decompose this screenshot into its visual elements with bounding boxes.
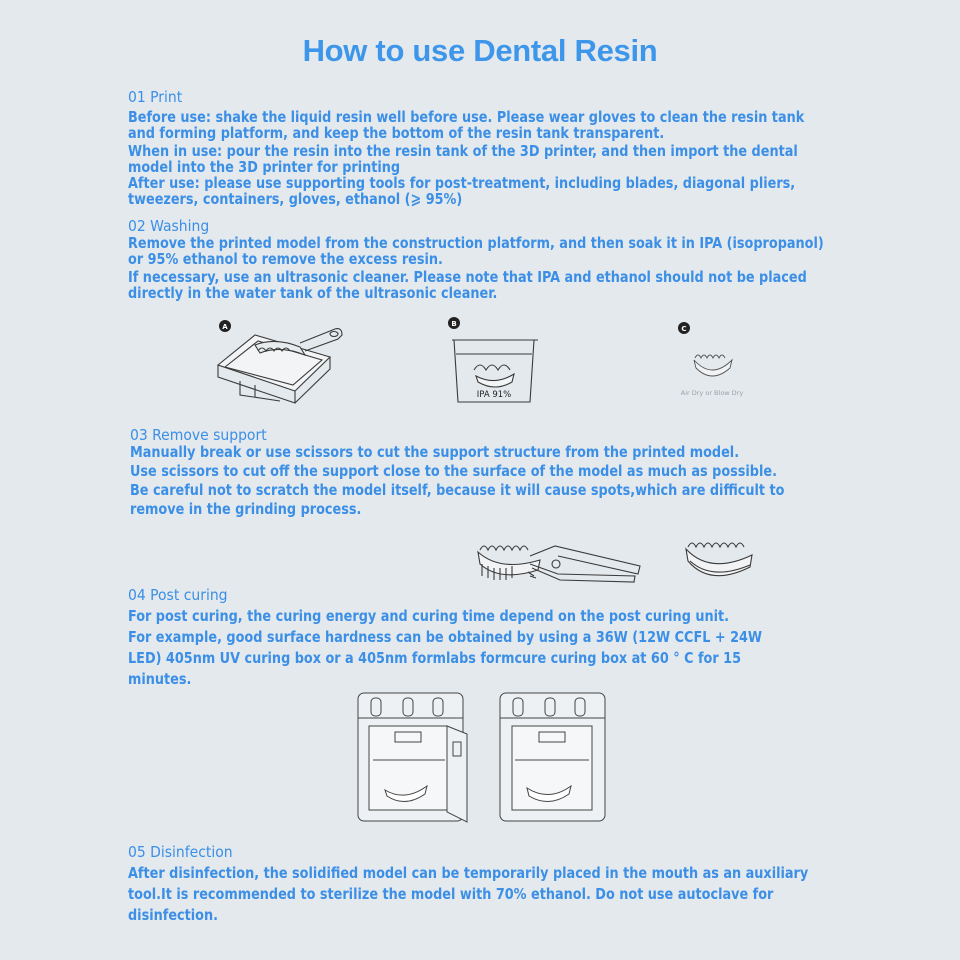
text-line: LED) 405nm UV curing box or a 405nm formlabs formcure curing box at 60 ° C for 15 — [128, 649, 742, 667]
text-line: Manually break or use scissors to cut the support structure from the printed model. — [130, 443, 740, 461]
text-line: and forming platform, and keep the bottom of the resin tank transparent. — [128, 124, 665, 142]
text-line: model into the 3D printer for printing — [128, 158, 401, 176]
text-line: directly in the water tank of the ultrasonic cleaner. — [128, 284, 498, 302]
figure-b-caption: IPA 91% — [476, 390, 512, 400]
dental-model-illustration — [670, 318, 760, 403]
text-line: After disinfection, the solidified model can be temporarily placed in the mouth as an auxiliary — [128, 864, 809, 882]
section-body-print — [128, 109, 804, 207]
section-heading-remove-support: 03 Remove support — [130, 426, 267, 444]
curing-box-illustration — [355, 690, 615, 825]
section-heading-post-curing: 04 Post curing — [128, 586, 228, 604]
text-line: Use scissors to cut off the support close to the surface of the model as much as possible. — [130, 462, 777, 480]
text-line: Remove the printed model from the construction platform, and then soak it in IPA (isopropanol) — [128, 234, 824, 252]
text-line: remove in the grinding process. — [130, 500, 362, 518]
text-line: For example, good surface hardness can be obtained by using a 36W (12W CCFL + 24W — [128, 628, 763, 646]
text-line: After use: please use supporting tools for post-treatment, including blades, diagonal pliers, — [128, 174, 796, 192]
text-line: minutes. — [128, 670, 192, 688]
text-line: If necessary, use an ultrasonic cleaner. Please note that IPA and ethanol should not be placed — [128, 268, 807, 286]
section-heading-print: 01 Print — [128, 88, 183, 106]
section-body-remove-support — [130, 443, 784, 519]
section-body-disinfection — [128, 863, 808, 926]
text-line: Be careful not to scratch the model itself, because it will cause spots,which are difficult to — [130, 481, 785, 499]
resin-tray-illustration — [210, 315, 350, 405]
text-line: or 95% ethanol to remove the excess resin. — [128, 250, 443, 268]
text-line: disinfection. — [128, 906, 218, 924]
section-body-post-curing — [128, 606, 762, 690]
text-line: tool.It is recommended to sterilize the model with 70% ethanol. Do not use autoclave for — [128, 885, 774, 903]
text-line: Before use: shake the liquid resin well before use. Please wear gloves to clean the resin tank — [128, 108, 805, 126]
pliers-cutting-illustration — [470, 520, 650, 590]
section-heading-disinfection: 05 Disinfection — [128, 843, 233, 861]
cleaned-model-illustration — [680, 525, 760, 585]
text-line: For post curing, the curing energy and curing time depend on the post curing unit. — [128, 607, 730, 625]
text-line: tweezers, containers, gloves, ethanol (⩾ 95%) — [128, 190, 463, 208]
figure-b-label: B — [451, 320, 457, 328]
section-heading-washing: 02 Washing — [128, 217, 210, 235]
figure-c-caption: Air Dry or Blow Dry — [680, 389, 744, 397]
text-line: When in use: pour the resin into the resin tank of the 3D printer, and then import the dental — [128, 142, 798, 160]
section-body-washing — [128, 235, 824, 301]
page-title: How to use Dental Resin — [302, 33, 658, 68]
figure-a-label: A — [222, 323, 228, 331]
ipa-beaker-illustration — [440, 312, 550, 407]
figure-c-label: C — [681, 325, 687, 333]
